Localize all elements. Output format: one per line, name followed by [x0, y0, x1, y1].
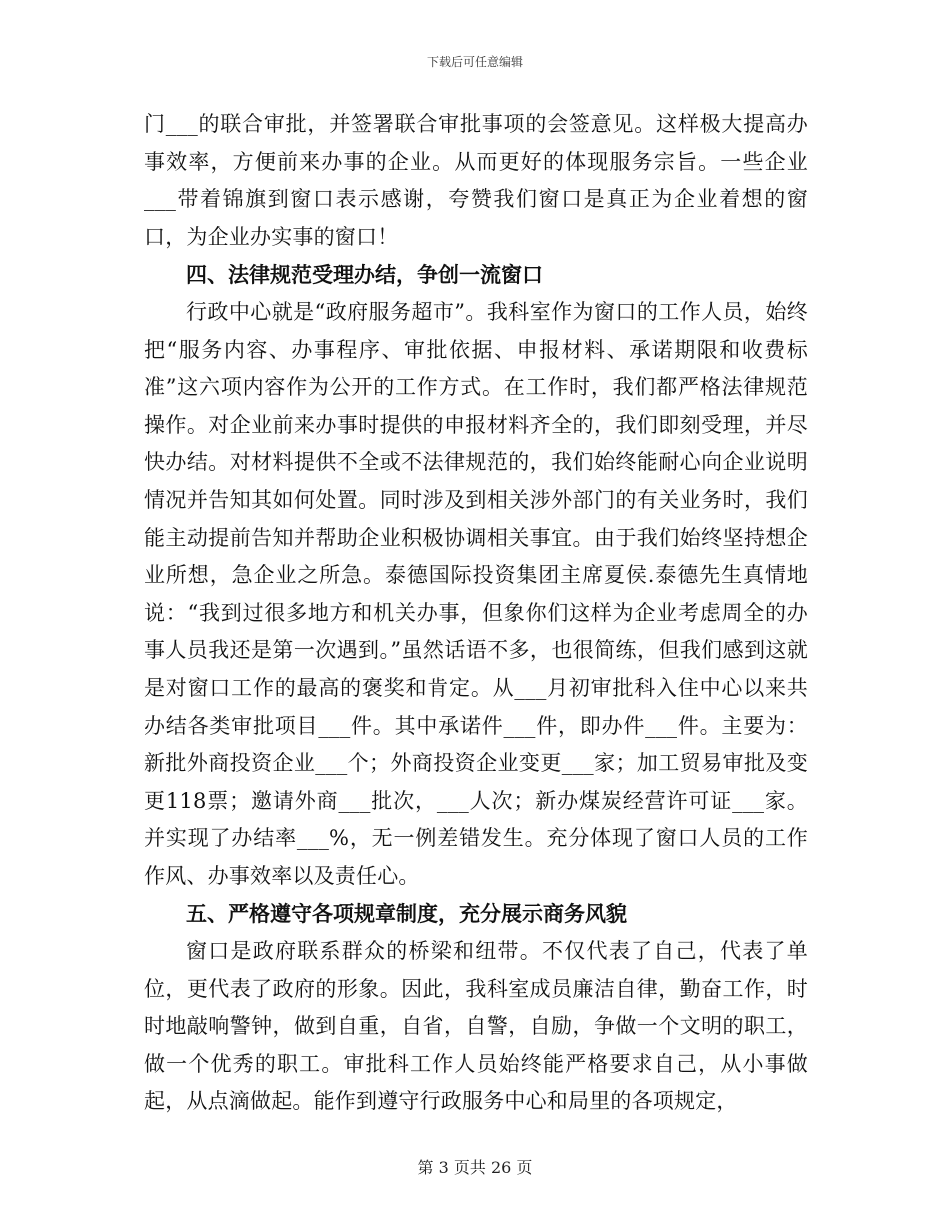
paragraph-section-5: 窗口是政府联系群众的桥梁和纽带。不仅代表了自己，代表了单位，更代表了政府的形象。因此，我科室成员廉洁自律，勤奋工作，时时地敲响警钟，做到自重，自省，自警，自励，争做一个文明的职工，做一个优秀的职工。审批科工作人员始终能严格要求自己，从小事做起，从点滴做起。能作到遵守行政服务中心和局里的各项规定，: [144, 939, 808, 1114]
paragraph-continuation: 门___的联合审批，并签署联合审批事项的会签意见。这样极大提高办事效率，方便前来办事的企业。从而更好的体现服务宗旨。一些企业___带着锦旗到窗口表示感谢，夸赞我们窗口是真正为企业着想的窗口，为企业办实事的窗口！: [144, 112, 808, 249]
document-body: [144, 106, 808, 1121]
section-heading-5: 五、严格遵守各项规章制度，充分展示商务风貌: [186, 901, 627, 927]
paragraph-section-4: 行政中心就是“政府服务超市”。我科室作为窗口的工作人员，始终把“服务内容、办事程序、审批依据、申报材料、承诺期限和收费标准”这六项内容作为公开的工作方式。在工作时，我们都严格法律规范操作。对企业前来办事时提供的申报材料齐全的，我们即刻受理，并尽快办结。对材料提供不全或不法律规范的，我们始终能耐心向企业说明情况并告知其如何处置。同时涉及到相关涉外部门的有关业务时，我们能主动提前告知并帮助企业积极协调相关事宜。由于我们始终坚持想企业所想，急企业之所急。泰德国际投资集团主席夏侯.泰德先生真情地说：“我到过很多地方和机关办事，但象你们这样为企业考虑周全的办事人员我还是第一次遇到。”虽然话语不多，也很简练，但我们感到这就是对窗口工作的最高的褒奖和肯定。从___月初审批科入住中心以来共办结各类审批项目___件。其中承诺件___件，即办件___件。主要为：新批外商投资企业___个；外商投资企业变更___家；加工贸易审批及变更118票；邀请外商___批次，___人次；新办煤炭经营许可证___家。并实现了办结率___%，无一例差错发生。充分体现了窗口人员的工作作风、办事效率以及责任心。: [144, 299, 808, 888]
page-header: 下载后可任意编辑: [426, 55, 523, 69]
section-heading-4: 四、法律规范受理办结，争创一流窗口: [186, 262, 543, 288]
page-footer: 第 3 页共 26 页: [417, 1158, 533, 1177]
